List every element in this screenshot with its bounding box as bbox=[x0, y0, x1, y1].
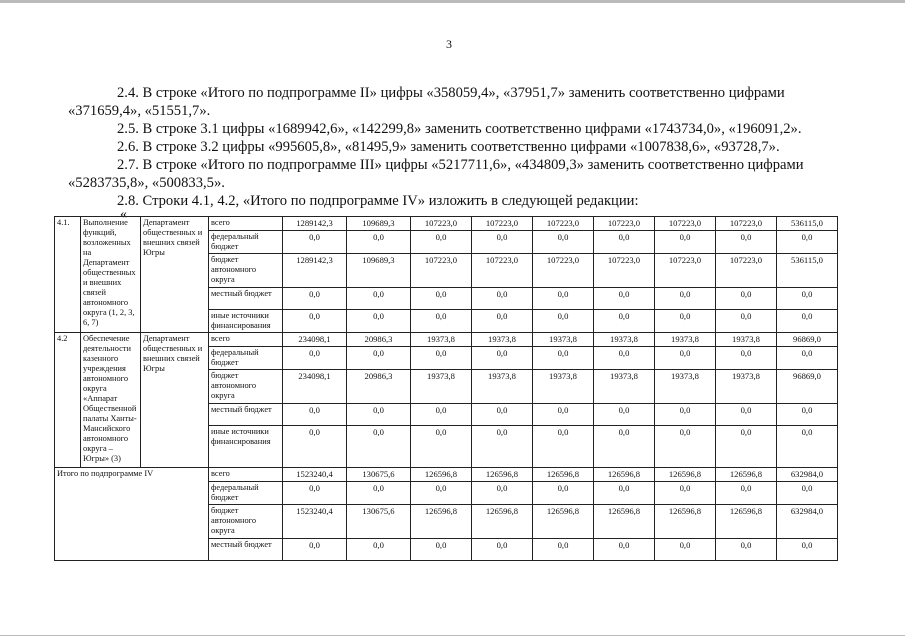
funding-value: 0,0 bbox=[594, 310, 655, 333]
funding-value: 0,0 bbox=[283, 231, 347, 254]
funding-value: 0,0 bbox=[411, 539, 472, 561]
funding-value: 0,0 bbox=[777, 539, 838, 561]
funding-value: 1523240,4 bbox=[283, 505, 347, 539]
funding-value: 0,0 bbox=[533, 426, 594, 468]
paragraph-2-7-line-2: «5283735,8», «500833,5». bbox=[68, 175, 225, 191]
funding-source: иные источники финансирования bbox=[209, 310, 283, 333]
funding-value: 0,0 bbox=[716, 347, 777, 370]
funding-value: 0,0 bbox=[347, 310, 411, 333]
funding-value: 0,0 bbox=[716, 404, 777, 426]
funding-value: 19373,8 bbox=[655, 370, 716, 404]
funding-source: всего bbox=[209, 468, 283, 482]
funding-value: 0,0 bbox=[777, 288, 838, 310]
funding-value: 107223,0 bbox=[655, 217, 716, 231]
funding-value: 107223,0 bbox=[411, 217, 472, 231]
funding-value: 126596,8 bbox=[716, 505, 777, 539]
funding-value: 0,0 bbox=[777, 426, 838, 468]
funding-value: 107223,0 bbox=[533, 254, 594, 288]
funding-value: 0,0 bbox=[716, 426, 777, 468]
table-row bbox=[55, 217, 838, 231]
funding-source: федеральный бюджет bbox=[209, 482, 283, 505]
funding-value: 126596,8 bbox=[472, 505, 533, 539]
funding-value: 19373,8 bbox=[533, 333, 594, 347]
funding-value: 0,0 bbox=[347, 539, 411, 561]
funding-value: 0,0 bbox=[472, 231, 533, 254]
funding-value: 0,0 bbox=[716, 231, 777, 254]
opening-quote-mark: « bbox=[120, 207, 127, 222]
funding-value: 0,0 bbox=[655, 539, 716, 561]
funding-value: 0,0 bbox=[347, 288, 411, 310]
funding-value: 109689,3 bbox=[347, 217, 411, 231]
paragraph-2-8: 2.8. Строки 4.1, 4.2, «Итого по подпрограмме IV» изложить в следующей редакции: bbox=[117, 193, 639, 209]
funding-value: 0,0 bbox=[283, 482, 347, 505]
funding-value: 536115,0 bbox=[777, 254, 838, 288]
funding-source: всего bbox=[209, 333, 283, 347]
funding-value: 0,0 bbox=[777, 347, 838, 370]
funding-value: 0,0 bbox=[472, 482, 533, 505]
funding-value: 107223,0 bbox=[594, 254, 655, 288]
total-row bbox=[55, 468, 838, 482]
funding-value: 632984,0 bbox=[777, 505, 838, 539]
funding-source: местный бюджет bbox=[209, 404, 283, 426]
funding-value: 0,0 bbox=[411, 231, 472, 254]
financing-table-body bbox=[55, 217, 838, 561]
funding-value: 0,0 bbox=[533, 482, 594, 505]
funding-value: 107223,0 bbox=[716, 254, 777, 288]
funding-value: 0,0 bbox=[594, 347, 655, 370]
funding-value: 1289142,3 bbox=[283, 217, 347, 231]
funding-source: всего bbox=[209, 217, 283, 231]
funding-value: 126596,8 bbox=[533, 505, 594, 539]
funding-value: 0,0 bbox=[533, 231, 594, 254]
paragraph-2-5: 2.5. В строке 3.1 цифры «1689942,6», «142299,8» заменить соответственно цифрами «1743734,0», «196091,2». bbox=[117, 121, 802, 137]
scan-bottom-edge bbox=[0, 635, 905, 636]
funding-value: 0,0 bbox=[655, 347, 716, 370]
row-number: 4.2 bbox=[55, 333, 81, 468]
funding-value: 126596,8 bbox=[594, 468, 655, 482]
funding-value: 0,0 bbox=[472, 310, 533, 333]
funding-value: 19373,8 bbox=[472, 370, 533, 404]
funding-value: 234098,1 bbox=[283, 370, 347, 404]
funding-source: федеральный бюджет bbox=[209, 231, 283, 254]
funding-value: 0,0 bbox=[411, 426, 472, 468]
funding-value: 0,0 bbox=[655, 310, 716, 333]
funding-value: 0,0 bbox=[472, 404, 533, 426]
funding-source: бюджет автономного округа bbox=[209, 505, 283, 539]
funding-value: 0,0 bbox=[716, 482, 777, 505]
funding-value: 126596,8 bbox=[655, 468, 716, 482]
funding-value: 126596,8 bbox=[411, 468, 472, 482]
funding-value: 0,0 bbox=[594, 231, 655, 254]
funding-value: 126596,8 bbox=[716, 468, 777, 482]
funding-value: 0,0 bbox=[533, 310, 594, 333]
funding-value: 126596,8 bbox=[472, 468, 533, 482]
funding-value: 19373,8 bbox=[533, 370, 594, 404]
funding-value: 20986,3 bbox=[347, 370, 411, 404]
funding-value: 0,0 bbox=[594, 404, 655, 426]
funding-value: 107223,0 bbox=[655, 254, 716, 288]
funding-value: 1289142,3 bbox=[283, 254, 347, 288]
funding-value: 0,0 bbox=[533, 404, 594, 426]
funding-value: 0,0 bbox=[777, 231, 838, 254]
funding-value: 126596,8 bbox=[411, 505, 472, 539]
funding-source: местный бюджет bbox=[209, 539, 283, 561]
funding-value: 0,0 bbox=[716, 288, 777, 310]
funding-value: 0,0 bbox=[655, 404, 716, 426]
funding-value: 0,0 bbox=[533, 347, 594, 370]
funding-value: 107223,0 bbox=[594, 217, 655, 231]
funding-value: 19373,8 bbox=[655, 333, 716, 347]
funding-value: 632984,0 bbox=[777, 468, 838, 482]
funding-value: 0,0 bbox=[283, 404, 347, 426]
paragraph-2-6: 2.6. В строке 3.2 цифры «995605,8», «81495,9» заменить соответственно цифрами «1007838,6», «93728,7». bbox=[117, 139, 780, 155]
funding-value: 0,0 bbox=[411, 347, 472, 370]
funding-value: 1523240,4 bbox=[283, 468, 347, 482]
funding-value: 96869,0 bbox=[777, 370, 838, 404]
funding-value: 0,0 bbox=[594, 482, 655, 505]
measure-name: Выполнение функций, возложенных на Департамент общественных и внешних связей автономного округа (1, 2, 3, 6, 7) bbox=[81, 217, 141, 333]
funding-value: 0,0 bbox=[594, 288, 655, 310]
funding-source: бюджет автономного округа bbox=[209, 370, 283, 404]
funding-value: 0,0 bbox=[283, 426, 347, 468]
funding-value: 234098,1 bbox=[283, 333, 347, 347]
funding-value: 0,0 bbox=[716, 539, 777, 561]
funding-value: 0,0 bbox=[347, 404, 411, 426]
funding-value: 107223,0 bbox=[716, 217, 777, 231]
funding-value: 109689,3 bbox=[347, 254, 411, 288]
funding-value: 126596,8 bbox=[533, 468, 594, 482]
funding-value: 19373,8 bbox=[716, 370, 777, 404]
funding-value: 107223,0 bbox=[411, 254, 472, 288]
funding-value: 0,0 bbox=[594, 539, 655, 561]
funding-value: 0,0 bbox=[283, 310, 347, 333]
funding-value: 0,0 bbox=[594, 426, 655, 468]
funding-value: 0,0 bbox=[533, 539, 594, 561]
funding-value: 0,0 bbox=[283, 347, 347, 370]
funding-value: 0,0 bbox=[716, 310, 777, 333]
funding-value: 0,0 bbox=[347, 347, 411, 370]
funding-value: 536115,0 bbox=[777, 217, 838, 231]
scan-top-edge bbox=[0, 0, 905, 3]
total-label: Итого по подпрограмме IV bbox=[55, 468, 209, 561]
measure-name: Обеспечение деятельности казенного учреждения автономного округа «Аппарат Общественной палаты Ханты-Мансийского автономного округа – Югры» (3) bbox=[81, 333, 141, 468]
funding-value: 126596,8 bbox=[594, 505, 655, 539]
executor-name: Департамент общественных и внешних связей Югры bbox=[141, 333, 209, 468]
funding-source: местный бюджет bbox=[209, 288, 283, 310]
funding-value: 0,0 bbox=[411, 404, 472, 426]
funding-value: 0,0 bbox=[472, 539, 533, 561]
paragraph-2-4-line-1: 2.4. В строке «Итого по подпрограмме II» цифры «358059,4», «37951,7» заменить соответственно цифрами bbox=[117, 85, 785, 101]
funding-value: 107223,0 bbox=[533, 217, 594, 231]
funding-value: 19373,8 bbox=[594, 333, 655, 347]
funding-source: иные источники финансирования bbox=[209, 426, 283, 468]
funding-source: федеральный бюджет bbox=[209, 347, 283, 370]
funding-value: 0,0 bbox=[655, 231, 716, 254]
funding-value: 107223,0 bbox=[472, 217, 533, 231]
table-row bbox=[55, 333, 838, 347]
funding-value: 0,0 bbox=[472, 426, 533, 468]
funding-value: 96869,0 bbox=[777, 333, 838, 347]
funding-value: 19373,8 bbox=[594, 370, 655, 404]
funding-value: 19373,8 bbox=[411, 370, 472, 404]
funding-value: 126596,8 bbox=[655, 505, 716, 539]
paragraph-2-7-line-1: 2.7. В строке «Итого по подпрограмме III» цифры «5217711,6», «434809,3» заменить соответственно цифрами bbox=[117, 157, 804, 173]
funding-value: 130675,6 bbox=[347, 505, 411, 539]
funding-value: 0,0 bbox=[777, 482, 838, 505]
funding-value: 0,0 bbox=[472, 288, 533, 310]
financing-table bbox=[54, 216, 838, 561]
row-number: 4.1. bbox=[55, 217, 81, 333]
funding-value: 0,0 bbox=[283, 288, 347, 310]
funding-value: 0,0 bbox=[411, 310, 472, 333]
funding-value: 0,0 bbox=[347, 231, 411, 254]
funding-value: 0,0 bbox=[347, 482, 411, 505]
funding-value: 0,0 bbox=[283, 539, 347, 561]
funding-value: 19373,8 bbox=[411, 333, 472, 347]
funding-value: 20986,3 bbox=[347, 333, 411, 347]
funding-value: 0,0 bbox=[533, 288, 594, 310]
funding-value: 0,0 bbox=[655, 482, 716, 505]
funding-value: 0,0 bbox=[411, 288, 472, 310]
funding-value: 0,0 bbox=[655, 426, 716, 468]
funding-value: 130675,6 bbox=[347, 468, 411, 482]
funding-value: 0,0 bbox=[777, 310, 838, 333]
paragraph-2-4-line-2: «371659,4», «51551,7». bbox=[68, 103, 211, 119]
funding-value: 107223,0 bbox=[472, 254, 533, 288]
executor-name: Департамент общественных и внешних связей Югры bbox=[141, 217, 209, 333]
funding-value: 0,0 bbox=[472, 347, 533, 370]
funding-value: 19373,8 bbox=[472, 333, 533, 347]
funding-value: 19373,8 bbox=[716, 333, 777, 347]
funding-value: 0,0 bbox=[411, 482, 472, 505]
funding-value: 0,0 bbox=[347, 426, 411, 468]
funding-value: 0,0 bbox=[655, 288, 716, 310]
page-number: 3 bbox=[446, 37, 452, 51]
funding-source: бюджет автономного округа bbox=[209, 254, 283, 288]
funding-value: 0,0 bbox=[777, 404, 838, 426]
